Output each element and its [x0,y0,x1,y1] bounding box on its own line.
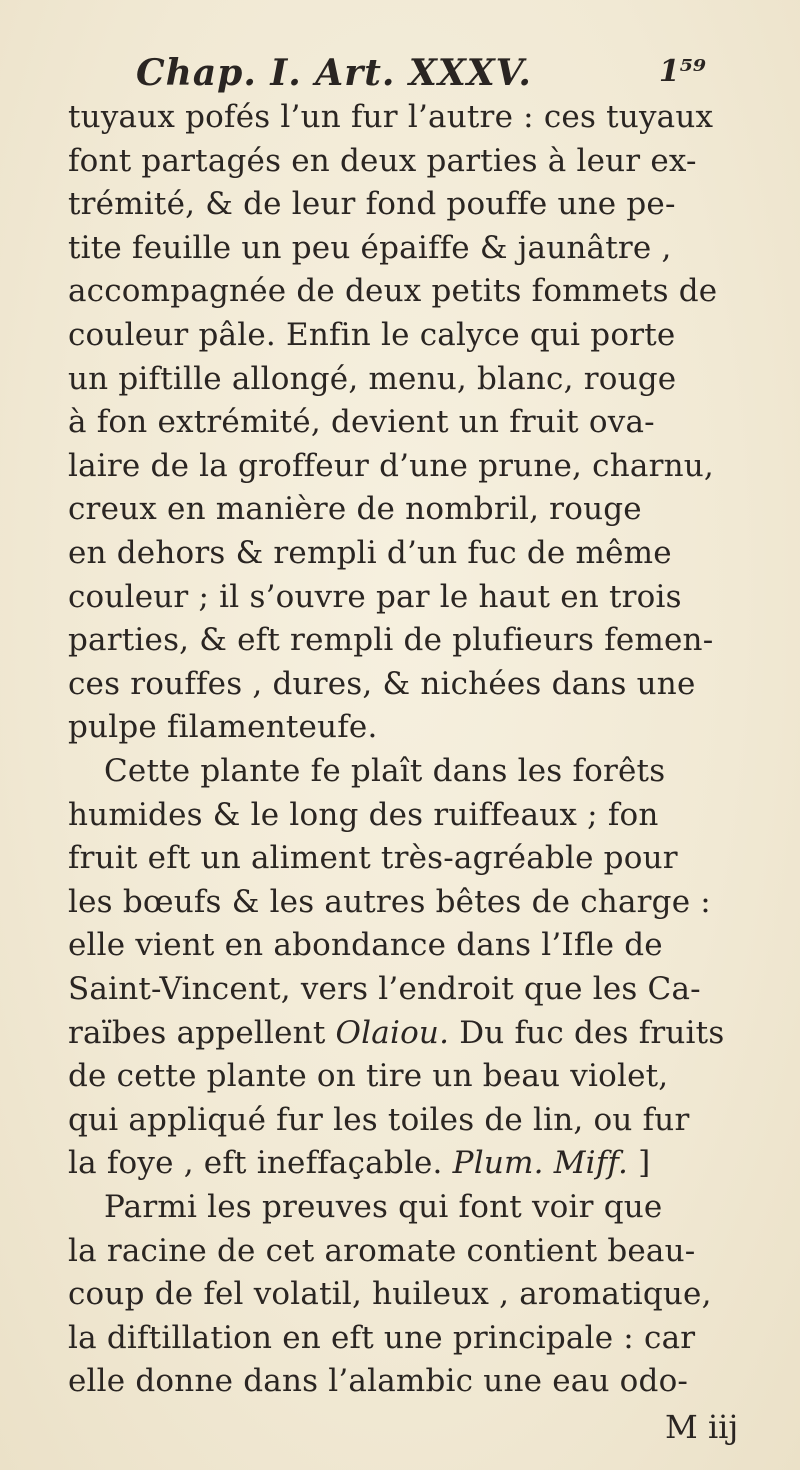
running-head [136,52,706,98]
text-line [68,1142,650,1186]
text-line: à fon extrémité, devient un fruit ova- [68,404,655,441]
text-line: un piftille allongé, menu, blanc, rouge [68,360,677,397]
text-line [68,1012,724,1056]
text-line: tuyaux pofés l’un fur l’autre : ces tuyaux [68,99,714,135]
text-line: couleur pâle. Enfin le calyce qui porte [68,317,676,353]
text-line: la racine de cet aromate contient beau- [68,1232,696,1269]
text-line: elle donne dans l’alambic une eau odo- [68,1363,689,1400]
text-line: les bœufs & les autres bêtes de charge : [68,883,711,920]
text-segment: la foye , eft ineffaçable. [68,1145,453,1182]
closing-bracket: ] [628,1145,651,1182]
paragraph-start-line: Cette plante fe plaît dans les forêts [104,753,666,789]
text-line: parties, & eft rempli de plufieurs femen- [68,622,714,659]
text-line: pulpe filamenteufe. [68,709,378,746]
text-line: la diftillation en eft une principale : car [68,1319,696,1356]
text-line: font partagés en deux parties à leur ex- [68,142,697,179]
text-line: Saint-Vincent, vers l’endroit que les Ca- [68,971,701,1007]
text-line: coup de fel volatil, huileux , aromatique, [68,1276,712,1313]
page-number: 1⁵⁹ [658,54,706,89]
text-line: qui appliqué fur les toiles de lin, ou fur [68,1101,690,1138]
text-line: en dehors & rempli d’un fuc de même [68,535,672,571]
citation-italic: Plum. Miff. [452,1145,629,1182]
text-line: tite feuille un peu épaiffe & jaunâtre , [68,229,672,266]
text-segment: Du fuc des fruits [449,1014,725,1051]
place-name-italic: Olaiou. [335,1014,450,1051]
text-line: accompagnée de deux petits fommets de [68,273,718,310]
signature-mark: M iij [665,1408,739,1446]
text-line: fruit eft un aliment très-agréable pour [68,840,678,877]
text-line: humides & le long des ruiffeaux ; fon [68,796,659,833]
text-line: laire de la groffeur d’une prune, charnu, [68,447,714,484]
running-title: Chap. I. Art. XXXV. [136,52,532,94]
text-line: couleur ; il s’ouvre par le haut en trois [68,578,682,615]
text-line: trémité, & de leur fond pouffe une pe- [68,186,676,223]
text-segment: raïbes appellent [68,1014,336,1051]
text-line: ces rouffes , dures, & nichées dans une [68,665,696,702]
text-line: creux en manière de nombril, rouge [68,491,642,528]
text-line: elle vient en abondance dans l’Ifle de [68,927,663,964]
text-line: de cette plante on tire un beau violet, [68,1058,669,1095]
paragraph-start-line: Parmi les preuves qui font voir que [104,1189,663,1225]
